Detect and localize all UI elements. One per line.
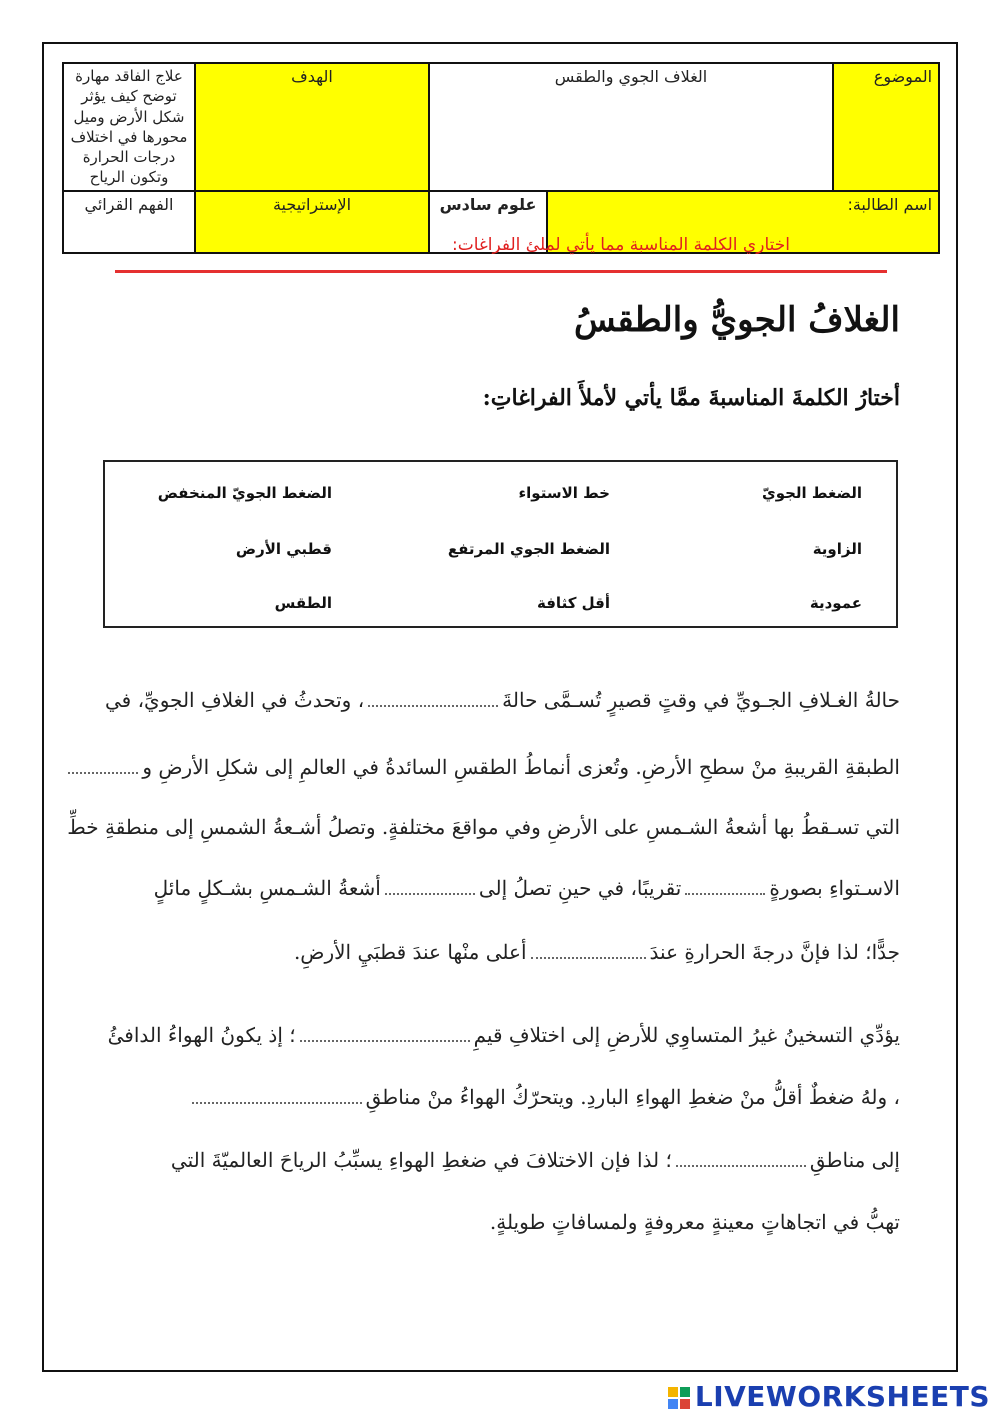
word-bank — [103, 460, 898, 628]
word-bank-item: الزاوية — [812, 540, 862, 558]
student-name-label: اسم الطالبة: — [847, 194, 933, 214]
topic-label: الموضوع — [833, 63, 939, 191]
word-bank-item: الضغط الجوي المرتفع — [447, 540, 610, 558]
blank-input[interactable] — [300, 1026, 470, 1042]
header-table — [62, 62, 940, 254]
blank-input[interactable] — [385, 879, 475, 895]
goal-value: علاج الفاقد مهارة توضح كيف يؤثر شكل الأرض وميل محورها في اختلاف درجات الحرارة وتكون الرياح — [63, 63, 195, 191]
page-title: الغلافُ الجويُّ والطقسُ — [573, 300, 900, 340]
blank-input[interactable] — [192, 1088, 362, 1104]
para1-line2 — [100, 755, 900, 779]
text: أشعةُ الشـمسِ بشـكلٍ مائلٍ — [153, 876, 381, 900]
blank-input[interactable] — [368, 691, 498, 707]
blank-input[interactable] — [685, 879, 765, 895]
text: ؛ إذ يكونُ الهواءُ الدافئُ — [107, 1023, 296, 1047]
liveworksheets-logo-icon — [667, 1386, 691, 1410]
text: التي تسـقطُ بها أشعةُ الشـمسِ على الأرضِ وفي مواقعَ مختلفةٍ. وتصلُ أشـعةُ الشمسِ إلى منطقةِ خطِّ — [67, 815, 900, 839]
para2-line2 — [100, 1085, 900, 1109]
text: جدًّا؛ لذا فإنَّ درجةَ الحرارةِ عندَ — [649, 940, 900, 964]
text: أعلى منْها عندَ قطبَيِ الأرضِ. — [293, 940, 527, 964]
instruction-red: اختاري الكلمة المناسبة مما يأتي لملئ الفراغات: — [451, 235, 790, 255]
goal-label: الهدف — [195, 63, 429, 191]
text: ؛ لذا فإن الاختلافَ في ضغطِ الهواءِ يسبِّبُ الرياحَ العالميّةَ التي — [170, 1148, 672, 1172]
word-bank-item: عمودية — [809, 594, 862, 612]
blank-input[interactable] — [676, 1151, 806, 1167]
para1-line5 — [100, 940, 900, 964]
subject-value: علوم سادس — [429, 191, 547, 253]
word-bank-item: الطقس — [274, 594, 332, 612]
text: ، ولهُ ضغطٌ أقلُّ منْ ضغطِ الهواءِ الباردِ. ويتحرّكُ الهواءُ منْ مناطقِ — [365, 1085, 900, 1109]
para2-line1 — [100, 1023, 900, 1047]
topic-value: الغلاف الجوي والطقس — [429, 63, 833, 191]
text: الاسـتواءِ بصورةٍ — [769, 876, 900, 900]
text: يؤدِّي التسخينُ غيرُ المتساوِي للأرضِ إلى اختلافِ قيمِ — [473, 1023, 900, 1047]
footer-brand — [667, 1380, 990, 1413]
strategy-value: الفهم القرائي — [63, 191, 195, 253]
text: الطبقةِ القريبةِ منْ سطحِ الأرضِ. وتُعزى أنماطُ الطقسِ السائدةُ في العالمِ إلى شكلِ الأرضِ و — [142, 755, 900, 779]
para1-line3 — [67, 815, 900, 839]
red-divider — [115, 270, 887, 273]
word-bank-item: أقل كثافة — [537, 594, 610, 612]
text: حالةُ الغـلافِ الجـويِّ في وقتٍ قصيرٍ تُسـمَّى حالةَ — [502, 688, 900, 712]
strategy-label: الإستراتيجية — [195, 191, 429, 253]
para2-line3 — [100, 1148, 900, 1172]
page-subtitle: أختارُ الكلمةَ المناسبةَ ممَّا يأتي لأملأَ الفراغاتِ: — [482, 385, 900, 411]
word-bank-item: الضغط الجويّ — [761, 484, 862, 502]
text: ، وتحدثُ في الغلافِ الجويِّ، في — [105, 688, 365, 712]
word-bank-item: خط الاستواء — [518, 484, 610, 502]
text: تهبُّ في اتجاهاتٍ معينةٍ معروفةٍ ولمسافاتٍ طويلةٍ. — [489, 1210, 900, 1234]
para1-line4 — [100, 876, 900, 900]
text: إلى مناطقِ — [809, 1148, 900, 1172]
blank-input[interactable] — [68, 758, 138, 774]
para2-line4 — [100, 1210, 900, 1234]
text: تقريبًا، في حينِ تصلُ إلى — [478, 876, 682, 900]
para1-line1 — [100, 688, 900, 712]
word-bank-item: الضغط الجويّ المنخفض — [157, 484, 332, 502]
word-bank-item: قطبي الأرض — [235, 540, 332, 558]
footer-brand-text: LIVEWORKSHEETS — [694, 1380, 990, 1413]
blank-input[interactable] — [531, 943, 646, 959]
